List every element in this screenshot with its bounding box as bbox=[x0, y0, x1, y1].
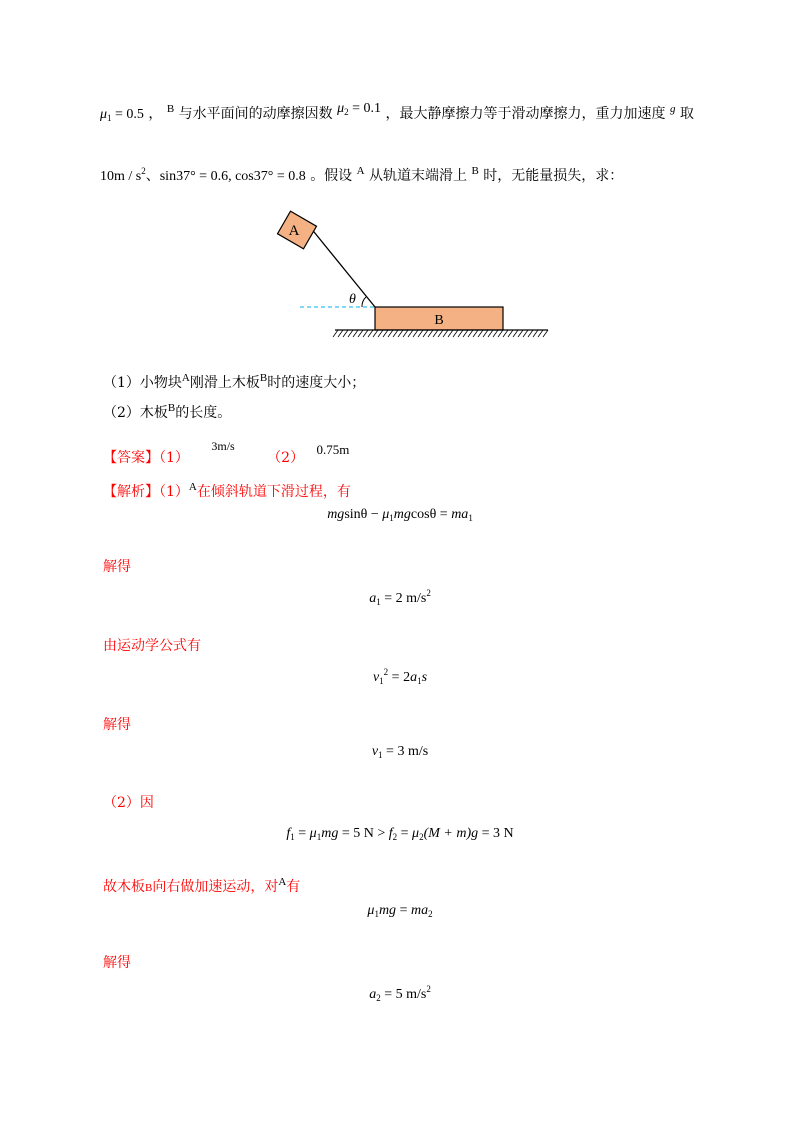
equation-4: $v_1 = 3$ m/s bbox=[371, 744, 429, 760]
separator: ， bbox=[148, 106, 163, 122]
incline-track bbox=[310, 227, 375, 307]
b-label: B bbox=[471, 165, 479, 177]
text: 与水平面间的动摩擦因数 bbox=[178, 106, 333, 122]
hatch-line bbox=[523, 330, 528, 337]
hatch-line bbox=[428, 330, 433, 337]
answer-1-value: 3m/s bbox=[211, 439, 235, 453]
block-a-label: A bbox=[288, 223, 300, 239]
text: 取 bbox=[679, 106, 694, 122]
a-label: A bbox=[188, 481, 197, 493]
hatch-line bbox=[338, 330, 343, 337]
a-label: A bbox=[356, 165, 365, 177]
hatch-line bbox=[418, 330, 423, 337]
hatch-line bbox=[393, 330, 398, 337]
solve-label-1: 解得 bbox=[103, 559, 131, 575]
equation-7: $a_2 = 5$ $m/s^2$ bbox=[369, 984, 431, 1003]
equation-5: $f_1 = \mu_1mg = 5$ $N > f_2 = \mu_2(M + m)g = 3$ N bbox=[286, 826, 514, 842]
hatch-line bbox=[533, 330, 538, 337]
angle-label: θ bbox=[349, 292, 356, 307]
hatch-line bbox=[473, 330, 478, 337]
mu1-symbol: $\mu_1 = 0.5$ bbox=[100, 107, 144, 123]
hatch-line bbox=[518, 330, 523, 337]
b-label: B bbox=[259, 372, 268, 384]
hatch-line bbox=[388, 330, 393, 337]
hatch-line bbox=[423, 330, 428, 337]
ground-hatching bbox=[333, 330, 548, 337]
hatch-line bbox=[403, 330, 408, 337]
hatch-line bbox=[448, 330, 453, 337]
g-symbol: g bbox=[669, 103, 676, 115]
hatch-line bbox=[383, 330, 388, 337]
hatch-line bbox=[508, 330, 513, 337]
angle-arc bbox=[362, 297, 366, 307]
hatch-line bbox=[343, 330, 348, 337]
hatch-line bbox=[378, 330, 383, 337]
solve-label-2: 解得 bbox=[103, 717, 131, 733]
hatch-line bbox=[398, 330, 403, 337]
hatch-line bbox=[468, 330, 473, 337]
solve-label-3: 解得 bbox=[103, 955, 131, 971]
answer-2-value: 0.75m bbox=[316, 442, 350, 457]
hatch-line bbox=[373, 330, 378, 337]
hatch-line bbox=[528, 330, 533, 337]
hatch-line bbox=[348, 330, 353, 337]
hatch-line bbox=[433, 330, 438, 337]
equation-2: $a_1 = 2$ $m/s^2$ bbox=[369, 588, 431, 607]
hatch-line bbox=[543, 330, 548, 337]
hatch-line bbox=[453, 330, 458, 337]
incline-figure bbox=[270, 205, 560, 345]
hatch-line bbox=[488, 330, 493, 337]
hatch-line bbox=[498, 330, 503, 337]
a-label: A bbox=[278, 876, 287, 888]
gravity-values: $10m / s^2$、sin37° = 0.6, cos37° = 0.8 bbox=[100, 166, 306, 184]
hatch-line bbox=[408, 330, 413, 337]
hatch-line bbox=[353, 330, 358, 337]
answer-line: 【答案】（1） 3m/s （2） 0.75m bbox=[103, 439, 350, 466]
text: 。假设 bbox=[310, 168, 353, 184]
hatch-line bbox=[443, 330, 448, 337]
equation-6: $\mu_1mg = ma_2$ bbox=[367, 903, 433, 919]
equation-3: $v_1^2 = 2a_1s$ bbox=[372, 667, 428, 686]
because-label: （2）因 bbox=[103, 795, 154, 811]
hatch-line bbox=[478, 330, 483, 337]
hatch-line bbox=[493, 330, 498, 337]
hatch-line bbox=[538, 330, 543, 337]
b-label: B bbox=[167, 402, 176, 414]
b-label: B bbox=[145, 882, 153, 894]
text: 时，无能量损失，求： bbox=[483, 168, 624, 184]
text: 从轨道末端滑上 bbox=[369, 168, 468, 184]
hatch-line bbox=[463, 330, 468, 337]
kinematics-label: 由运动学公式有 bbox=[103, 638, 201, 654]
hatch-line bbox=[368, 330, 373, 337]
answer-label: 【答案】 bbox=[103, 450, 159, 466]
a-label: A bbox=[181, 372, 190, 384]
hatch-line bbox=[363, 330, 368, 337]
problem-line-2 bbox=[100, 162, 623, 186]
hatch-line bbox=[413, 330, 418, 337]
board-b-label: B bbox=[434, 313, 444, 328]
question-1: （1）小物块$^A$刚滑上木板$^B$时的速度大小； bbox=[103, 372, 366, 391]
hatch-line bbox=[483, 330, 488, 337]
text: ，最大静摩擦力等于滑动摩擦力，重力加速度 bbox=[385, 106, 666, 122]
hatch-line bbox=[458, 330, 463, 337]
analysis-intro: 【解析】$(1)^A$在倾斜轨道下滑过程，有 bbox=[103, 481, 351, 500]
analysis-label: 【解析】 bbox=[103, 484, 159, 500]
equation-1: $mgsin\theta - \mu_1mgcos\theta = ma_1$ bbox=[327, 507, 473, 523]
question-2: （2）木板$^B$的长度。 bbox=[103, 402, 232, 421]
mu2-symbol: $\mu_2 = 0.1$ bbox=[337, 101, 382, 117]
hatch-line bbox=[503, 330, 508, 337]
hatch-line bbox=[513, 330, 518, 337]
board-acceleration-label: 故木板B向右做加速运动，对$^A$有 bbox=[103, 876, 301, 895]
hatch-line bbox=[438, 330, 443, 337]
problem-line-1 bbox=[100, 100, 694, 127]
b-label: B bbox=[166, 103, 175, 115]
hatch-line bbox=[333, 330, 338, 337]
hatch-line bbox=[358, 330, 363, 337]
